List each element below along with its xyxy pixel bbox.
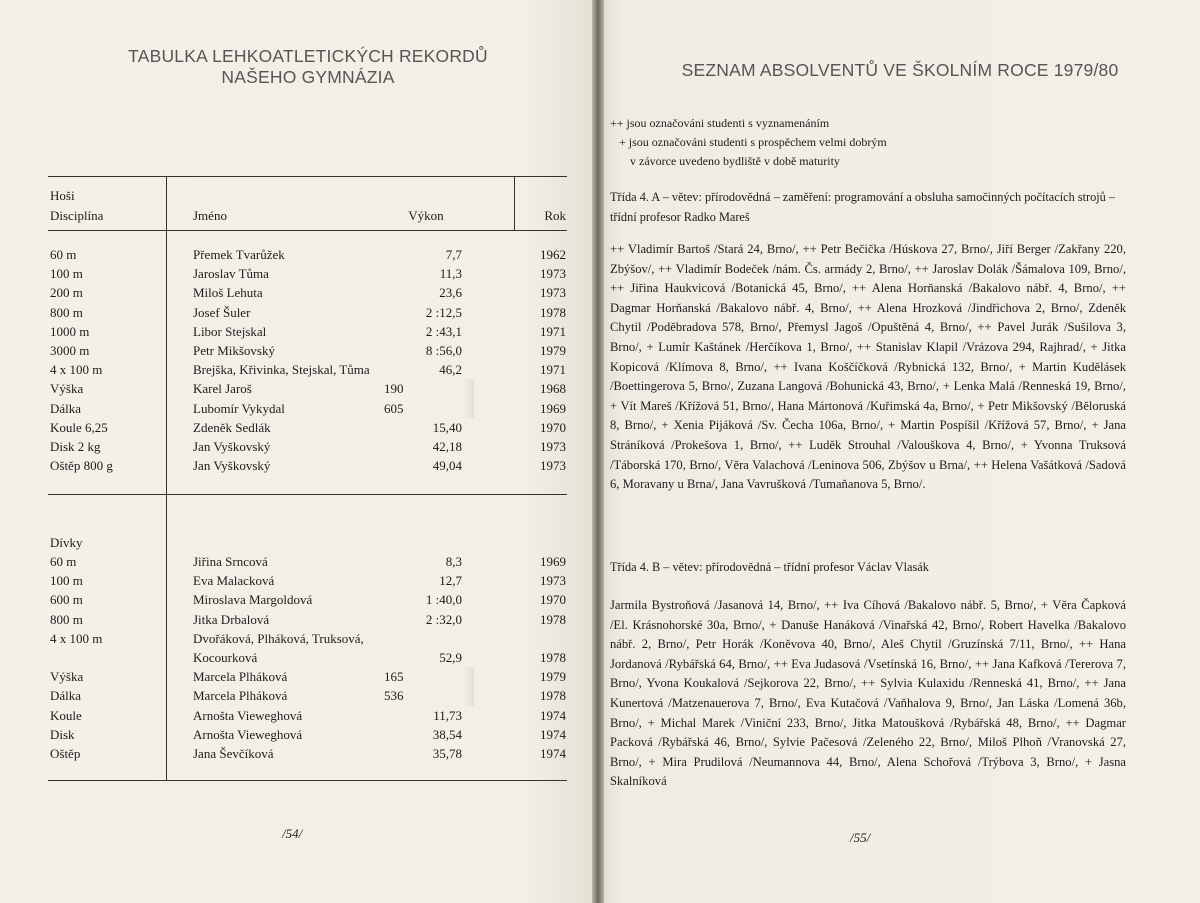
table-cell-year: 1979 — [540, 343, 566, 358]
table-cell-year: 1969 — [540, 400, 566, 416]
table-cell-performance: 2 :43,1 — [425, 323, 462, 339]
column-header-discipline: Disciplína — [50, 208, 104, 223]
table-cell-discipline: 600 m — [50, 592, 83, 608]
table-cell-discipline: Výška — [50, 381, 84, 397]
table-cell-year: 1978 — [540, 650, 566, 665]
table-cell-year: 1971 — [540, 323, 566, 339]
table-cell-name: Eva Malacková — [193, 573, 275, 589]
table-cell-discipline: Dálka — [50, 688, 82, 704]
legend-line: v závorce uvedeno bydliště v době maturity — [630, 154, 840, 168]
class-b-heading: Třída 4. B – větev: přírodovědná – třídní profesor Václav Vlasák — [610, 560, 929, 574]
page-number: /54/ — [282, 826, 303, 841]
table-cell-discipline: Oštěp 800 g — [50, 458, 113, 474]
table-cell-year: 1974 — [540, 707, 566, 723]
table-cell-discipline: 60 m — [50, 554, 77, 569]
table-cell-performance: 11,3 — [439, 266, 462, 282]
legend-line: ++ jsou označováni studenti s vyznamenáním — [610, 116, 830, 130]
table-cell-year: 1974 — [540, 726, 566, 742]
title-line-1: TABULKA LEHKOATLETICKÝCH REKORDŮ — [128, 46, 488, 66]
legend-line: + jsou označováni studenti s prospěchem velmi dobrým — [619, 135, 887, 149]
table-cell-name: Jaroslav Tůma — [193, 266, 269, 282]
table-cell-name: Jitka Drbalová — [193, 611, 270, 627]
table-cell-discipline: Oštěp — [50, 746, 81, 761]
table-cell-performance: 2 :12,5 — [425, 304, 462, 320]
table-cell-year: 1973 — [540, 266, 566, 282]
table-cell-performance: 1 :40,0 — [425, 592, 462, 608]
table-cell-discipline: Výška — [50, 669, 84, 685]
column-header-performance: Výkon — [408, 208, 444, 223]
table-cell-name: Marcela Plháková — [193, 688, 288, 704]
table-cell-performance: 23,6 — [439, 285, 462, 301]
table-cell-name: Arnošta Vieweghová — [193, 726, 303, 742]
table-cell-performance: 11,73 — [433, 707, 462, 723]
column-header-name: Jméno — [193, 208, 227, 223]
table-cell-performance: 38,54 — [432, 726, 462, 742]
table-cell-performance: 42,18 — [432, 439, 462, 454]
column-header-year: Rok — [544, 208, 566, 223]
table-cell-year: 1970 — [540, 419, 566, 435]
table-cell-year: 1973 — [540, 285, 566, 301]
table-cell-name: Dvořáková, Plháková, Truksová, — [193, 630, 364, 646]
table-cell-name: Josef Šuler — [193, 304, 251, 320]
page-title — [108, 46, 508, 88]
table-cell-name: Jan Vyškovský — [193, 439, 271, 454]
table-cell-performance: 2 :32,0 — [425, 611, 462, 627]
table-cell-performance: 165 — [384, 667, 474, 686]
table-cell-discipline: 100 m — [50, 266, 83, 282]
table-cell-name: Petr Mikšovský — [193, 343, 275, 358]
table-cell-name: Marcela Plháková — [193, 669, 288, 685]
class-b-students: Jarmila Bystroňová /Jasanová 14, Brno/, ++ Iva Cíhová /Bakalovo nábř. 5, Brno/, + Věra Čapková /El. Krásnohorské 30a, Brno/, + Danuše Hanáková /Vinařská 42, Brno/, Robert Havelka /Bakalovo nábř. 2, Brno/, Petr Horák /Koněvova 40, Brno/, Aleš Chytil /Gruzínská 7/11, Brno/, ++ Hana Jordanová /Rybářská 64, Brno/, ++ Eva Judasová /Vsetínská 16, Brno/, ++ Jana Kafková /Tererova 7, Brno/, Yvona Koukalová /Sejkorova 22, Brno/, ++ Sylvia Kulaxidu /Renneská 41, Brno/, ++ Jana Kunertová /Matzenauerova 7, Brno/, Eva Kutačová /Vaňhalova 9, Brno/, Jan Láska /Lomená 36b, Brno/, + Michal Marek /Viniční 233, Brno/, Jitka Matoušková /Rybářská 48, Brno/, ++ Dagmar Packová /Rybářská 46, Brno/, Sylvie Pačesová /Zeleného 22, Brno/, Miloš Plhoň /Vranovská 27, Brno/, + Mira Prudilová /Neumannova 44, Brno/, Alena Schořová /Trýbova 3, Brno/, + Jasna Skalníková — [610, 598, 1126, 789]
table-cell-year: 1973 — [540, 439, 566, 454]
table-cell-name: Kocourková — [193, 650, 258, 665]
table-rule — [48, 780, 567, 781]
table-cell-performance: 35,78 — [432, 746, 462, 761]
table-cell-year: 1978 — [540, 304, 566, 320]
table-cell-performance: 7,7 — [445, 247, 462, 262]
table-cell-name: Miloš Lehuta — [193, 285, 263, 301]
table-cell-name: Brejška, Křivinka, Stejskal, Tůma — [193, 362, 370, 378]
book-gutter — [592, 0, 604, 903]
table-cell-name: Jiřina Srncová — [193, 554, 268, 569]
table-cell-name: Přemek Tvarůžek — [193, 247, 285, 262]
table-cell-discipline: Koule — [50, 707, 82, 723]
table-cell-year: 1969 — [540, 554, 566, 569]
table-cell-discipline: 200 m — [50, 285, 83, 301]
table-cell-discipline: Disk 2 kg — [50, 439, 101, 454]
table-cell-name: Zdeněk Sedlák — [193, 419, 271, 435]
class-a-heading: Třída 4. A – větev: přírodovědná – zaměření: programování a obsluha samočinných počítacích strojů – třídní profesor Radko Mareš — [610, 190, 1116, 224]
table-cell-performance: 49,04 — [432, 458, 462, 474]
table-cell-performance: 46,2 — [439, 362, 462, 378]
table-divider — [166, 176, 167, 780]
table-cell-name: Jan Vyškovský — [193, 458, 271, 474]
table-cell-year: 1973 — [540, 573, 566, 589]
table-cell-year: 1978 — [540, 688, 566, 704]
table-cell-discipline: Koule 6,25 — [50, 419, 108, 435]
table-cell-discipline: 100 m — [50, 573, 83, 589]
table-cell-year: 1974 — [540, 746, 566, 761]
table-cell-performance: 536 — [384, 686, 474, 705]
table-cell-name: Karel Jaroš — [193, 381, 252, 397]
table-cell-discipline: 3000 m — [50, 343, 90, 358]
table-rule — [48, 176, 567, 177]
table-cell-discipline: 1000 m — [50, 323, 90, 339]
table-rule — [48, 494, 567, 495]
table-divider — [514, 176, 515, 230]
title-line-2: NAŠEHO GYMNÁZIA — [221, 67, 395, 87]
table-cell-year: 1971 — [540, 362, 566, 378]
table-cell-year: 1968 — [540, 381, 566, 397]
records-table — [48, 176, 567, 780]
table-cell-discipline: 4 x 100 m — [50, 630, 103, 646]
table-cell-year: 1979 — [540, 669, 566, 685]
legend — [610, 114, 887, 171]
table-cell-year: 1973 — [540, 458, 566, 474]
table-cell-discipline: 800 m — [50, 611, 83, 627]
class-a-students: ++ Vladimír Bartoš /Stará 24, Brno/, ++ Petr Bečička /Húskova 27, Brno/, Jiří Berger /Zakřany 220, Zbýšov/, ++ Vladimír Bodeček /nám. Čs. armády 2, Brno/, ++ Jaroslav Dolák /Šámalova 109, Brno/, ++ Jiřina Haukvicová /Botanická 45, Brno/, ++ Alena Horňanská /Bakalovo nábř. 4, Brno/, ++ Dagmar Horňanská /Bakalovo nábř. 4, Brno/, ++ Alena Hrozková /Jindřichova 2, Brno/, Zdeněk Chytil /Poděbradova 578, Brno/, Přemysl Jagoš /Opuštěná 4, Brno/, ++ Pavel Jurák /Sušilova 3, Brno/, + Lumír Kaštánek /Herčíkova 1, Brno/, ++ Stanislav Klapil /Vrázova 294, Rajhrad/, + Jitka Kopicová /Klímova 8, Brno/, ++ Ivana Koščíčková /Rybnická 132, Brno/, + Martin Kudělásek /Boettingerova 5, Brno/, Zuzana Langová /Bohunická 43, Brno/, + Lenka Malá /Renneská 19, Brno/, + Vít Mareš /Křížová 51, Brno/, Hana Mártonová /Kuřimská 4a, Brno/, + Petr Mikšovský /Běloruská 8, Brno/, + Xenia Pijáková /Sv. Čecha 106a, Brno/, + Martin Pospíšil /Křížová 57, Brno/, + Jana Stráníková /Prokešova 1, Brno/, ++ Luděk Strouhal /Valouškova 4, Brno/, + Yvonna Truksová /Táborská 170, Brno/, Věra Valachová /Leninova 506, Zbýšov u Brna/, ++ Helena Vašátková /Sadová 6, Moravany u Brna/, Jana Vavrušková /Tumaňanova 5, Brno/. — [610, 242, 1126, 492]
table-cell-performance: 8,3 — [445, 554, 462, 569]
group-label-girls: Dívky — [50, 535, 83, 550]
table-cell-discipline: Disk — [50, 726, 75, 742]
table-cell-performance: 12,7 — [439, 573, 462, 589]
table-cell-discipline: 4 x 100 m — [50, 362, 103, 378]
table-cell-discipline: Dálka — [50, 400, 82, 416]
table-cell-name: Miroslava Margoldová — [193, 592, 313, 608]
group-label-boys: Hoši — [50, 188, 75, 203]
table-cell-year: 1970 — [540, 592, 566, 608]
table-cell-discipline: 60 m — [50, 247, 77, 262]
table-cell-performance: 190 — [384, 379, 474, 398]
table-cell-name: Jana Ševčíková — [193, 746, 274, 761]
table-cell-performance: 52,9 — [439, 650, 462, 665]
table-cell-performance: 15,40 — [432, 419, 462, 435]
table-cell-year: 1962 — [540, 247, 566, 262]
page-title: SEZNAM ABSOLVENTŮ VE ŠKOLNÍM ROCE 1979/80 — [681, 60, 1119, 80]
table-cell-year: 1978 — [540, 611, 566, 627]
table-cell-name: Lubomír Vykydal — [193, 400, 285, 416]
table-cell-name: Arnošta Vieweghová — [193, 707, 303, 723]
page-number: /55/ — [850, 830, 871, 845]
table-rule — [48, 230, 567, 231]
table-cell-performance: 8 :56,0 — [425, 343, 462, 358]
table-cell-performance: 605 — [384, 399, 474, 418]
left-page — [0, 0, 596, 903]
table-cell-discipline: 800 m — [50, 304, 83, 320]
table-cell-name: Libor Stejskal — [193, 323, 267, 339]
